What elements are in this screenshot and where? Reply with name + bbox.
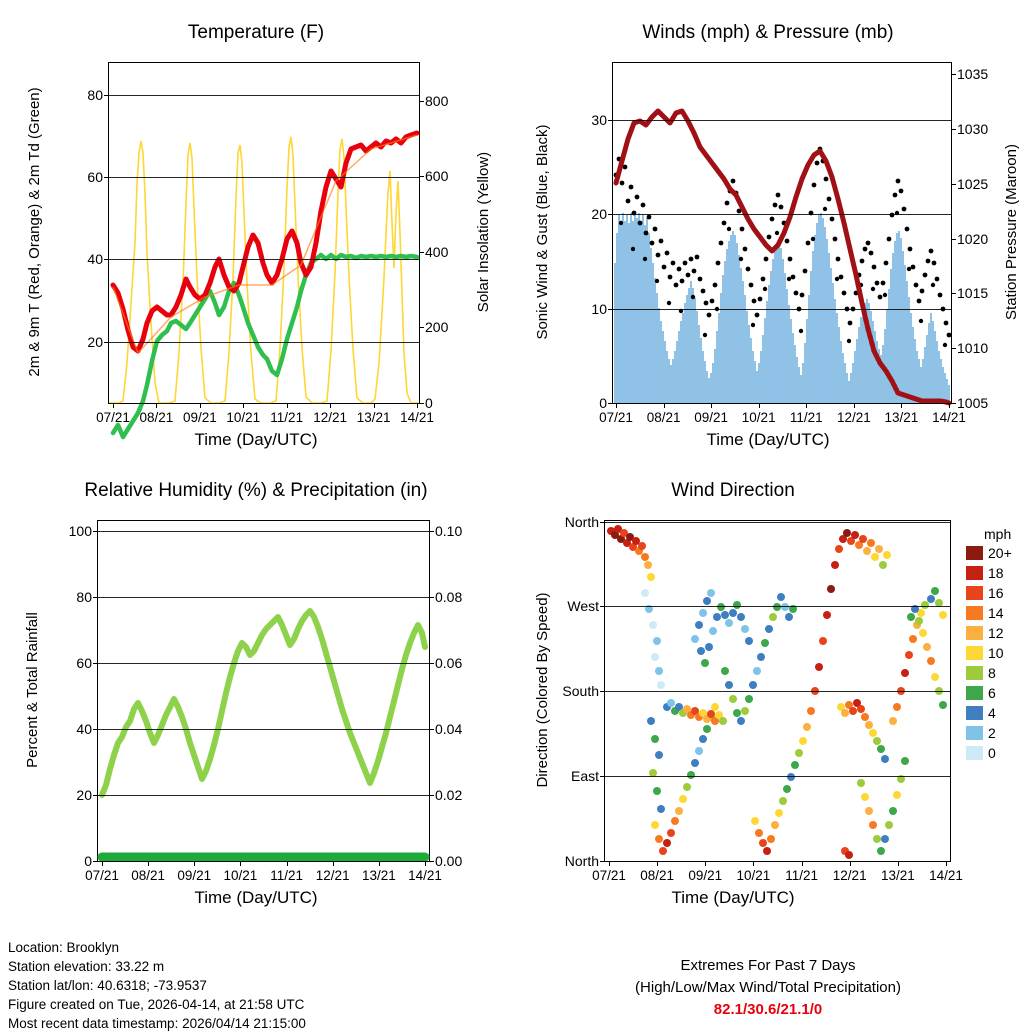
humidity-ylabel: Percent & Total Rainfall <box>24 612 41 768</box>
legend-swatch <box>966 546 983 560</box>
dir-ytick: West <box>567 598 599 614</box>
wind-xtick: 09/21 <box>694 410 728 425</box>
rh-ytick: 80 <box>76 588 92 605</box>
pressure-ytick: 1015 <box>957 285 989 302</box>
solar-ytick: 200 <box>425 319 449 336</box>
legend-label: 4 <box>988 705 996 721</box>
rh-xtick: 14/21 <box>408 868 442 883</box>
dir-xtick: 08/21 <box>640 868 674 883</box>
temperature-title: Temperature (F) <box>187 22 325 43</box>
rh-xtick: 09/21 <box>177 868 212 883</box>
dir-ytick: North <box>564 853 599 869</box>
rh-xtick: 13/21 <box>361 868 396 883</box>
precip-ytick: 0.00 <box>435 853 463 869</box>
temp-xtick: 10/21 <box>226 410 261 425</box>
rh-xtick: 10/21 <box>223 868 258 883</box>
dir-ytick: East <box>570 768 599 784</box>
temp-xtick: 09/21 <box>182 410 217 425</box>
wind-direction-title: Wind Direction <box>671 480 795 501</box>
legend-swatch <box>966 626 983 640</box>
legend-label: 0 <box>988 745 996 761</box>
legend-swatch <box>966 686 983 700</box>
pressure-ytick: 1030 <box>957 120 989 137</box>
legend-label: 20+ <box>988 545 1012 561</box>
legend-swatch <box>966 726 983 740</box>
extremes-heading: Extremes For Past 7 Days <box>680 957 856 974</box>
winds-ylabel: Sonic Wind & Gust (Blue, Black) <box>534 124 551 340</box>
wind-xtick: 10/21 <box>741 410 776 425</box>
legend-swatch <box>966 746 983 760</box>
legend-swatch <box>966 566 983 580</box>
station-metadata <box>8 938 306 1033</box>
temp-ytick: 60 <box>87 169 103 186</box>
dir-xtick: 09/21 <box>688 868 723 883</box>
legend-label: 12 <box>988 625 1004 641</box>
metadata-location: Location: Brooklyn <box>8 940 120 955</box>
panel-winds-pressure <box>512 0 1024 460</box>
wind-xtick: 12/21 <box>836 410 871 425</box>
solar-ytick: 600 <box>425 168 449 185</box>
extremes-values: 82.1/30.6/21.1/0 <box>713 1001 823 1018</box>
legend-label: 8 <box>988 665 996 681</box>
temp-xtick: 08/21 <box>139 410 174 425</box>
pressure-ytick: 1010 <box>957 340 989 357</box>
legend-label: 16 <box>988 585 1004 601</box>
precip-ytick: 0.04 <box>435 720 463 737</box>
dir-ytick: North <box>564 514 599 530</box>
wind-direction-plot <box>562 514 963 883</box>
pressure-ylabel: Station Pressure (Maroon) <box>1003 144 1020 320</box>
wind-xtick: 14/21 <box>932 410 966 425</box>
wind-xtick: 11/21 <box>789 410 823 425</box>
legend-label: 6 <box>988 685 996 701</box>
extremes-subheading: (High/Low/Max Wind/Total Precipitation) <box>635 979 901 996</box>
metadata-recent-timestamp: Most recent data timestamp: 2026/04/14 21:15:00 <box>8 1016 306 1031</box>
rh-ytick: 100 <box>68 522 92 539</box>
dir-xtick: 10/21 <box>736 868 771 883</box>
temp-xtick: 12/21 <box>313 410 347 425</box>
solar-ytick: 400 <box>425 243 449 260</box>
legend-label: 18 <box>988 565 1004 581</box>
temperature-series-svg <box>109 63 419 403</box>
wind-ytick: 0 <box>599 395 607 411</box>
metadata-elevation: Station elevation: 33.22 m <box>8 959 165 974</box>
temp-xtick: 07/21 <box>96 410 130 425</box>
wind-xtick: 08/21 <box>646 410 681 425</box>
dir-xtick: 14/21 <box>929 868 963 883</box>
legend-label: 10 <box>988 645 1004 661</box>
legend-swatch <box>966 646 983 660</box>
precip-ytick: 0.02 <box>435 786 463 803</box>
extremes-block <box>512 955 1024 1021</box>
temperature-plot <box>87 62 449 425</box>
wind-xtick: 13/21 <box>884 410 919 425</box>
pressure-ytick: 1025 <box>957 175 989 192</box>
legend-swatch <box>966 606 983 620</box>
wind-direction-ylabel: Direction (Colored By Speed) <box>534 592 551 788</box>
rh-xtick: 11/21 <box>270 868 303 883</box>
rh-xtick: 07/21 <box>85 868 119 883</box>
pressure-ytick: 1005 <box>957 395 989 411</box>
wind-speed-legend <box>966 528 1024 788</box>
wind-ytick: 10 <box>591 300 607 317</box>
humidity-xlabel: Time (Day/UTC) <box>194 888 318 907</box>
pressure-ytick: 1020 <box>957 230 989 247</box>
wind-ytick: 20 <box>591 206 607 223</box>
temp-ytick: 80 <box>87 86 103 103</box>
legend-title: mph <box>984 526 1012 542</box>
rh-ytick: 60 <box>76 654 92 671</box>
rh-ytick: 0 <box>84 853 92 869</box>
solar-ytick: 800 <box>425 92 449 109</box>
temp-ytick: 20 <box>87 333 103 350</box>
dir-xtick: 11/21 <box>785 868 818 883</box>
panel-wind-direction <box>512 460 1024 920</box>
precip-ytick: 0.10 <box>435 522 463 539</box>
wind-xtick: 07/21 <box>599 410 633 425</box>
legend-swatch <box>966 586 983 600</box>
wind-direction-xlabel: Time (Day/UTC) <box>671 888 795 907</box>
legend-label: 14 <box>988 605 1004 621</box>
humidity-title: Relative Humidity (%) & Precipitation (in) <box>84 480 428 501</box>
metadata-latlon: Station lat/lon: 40.6318; -73.9537 <box>8 978 207 993</box>
winds-series-svg <box>613 63 951 403</box>
precip-ytick: 0.06 <box>435 654 463 671</box>
temp-xtick: 14/21 <box>400 410 434 425</box>
temp-ytick: 40 <box>87 251 103 268</box>
winds-title: Winds (mph) & Pressure (mb) <box>642 22 894 43</box>
wind-ytick: 30 <box>591 111 607 128</box>
dir-xtick: 13/21 <box>880 868 915 883</box>
humidity-plot <box>68 520 463 883</box>
legend-swatch <box>966 706 983 720</box>
rh-ytick: 40 <box>76 720 92 737</box>
dir-ytick: South <box>562 683 599 699</box>
temperature-xlabel: Time (Day/UTC) <box>194 430 318 449</box>
metadata-created: Figure created on Tue, 2026-04-14, at 21:58 UTC <box>8 997 305 1012</box>
panel-humidity-precip <box>0 460 512 920</box>
dir-xtick: 12/21 <box>832 868 867 883</box>
humidity-series-svg <box>98 521 429 861</box>
panel-temperature <box>0 0 512 460</box>
rh-xtick: 08/21 <box>131 868 165 883</box>
winds-plot <box>591 62 989 425</box>
temp-xtick: 11/21 <box>270 410 304 425</box>
solar-ytick: 0 <box>425 395 433 411</box>
temp-xtick: 13/21 <box>356 410 391 425</box>
pressure-ytick: 1035 <box>957 66 989 82</box>
winds-xlabel: Time (Day/UTC) <box>706 430 830 449</box>
legend-swatch <box>966 666 983 680</box>
dir-xtick: 07/21 <box>592 868 626 883</box>
rh-ytick: 20 <box>76 786 92 803</box>
precip-ytick: 0.08 <box>435 588 463 605</box>
temperature-ylabel: 2m & 9m T (Red, Orange) & 2m Td (Green) <box>26 87 43 377</box>
rh-xtick: 12/21 <box>315 868 350 883</box>
solar-ylabel: Solar Insolation (Yellow) <box>475 151 492 313</box>
legend-label: 2 <box>988 725 996 741</box>
